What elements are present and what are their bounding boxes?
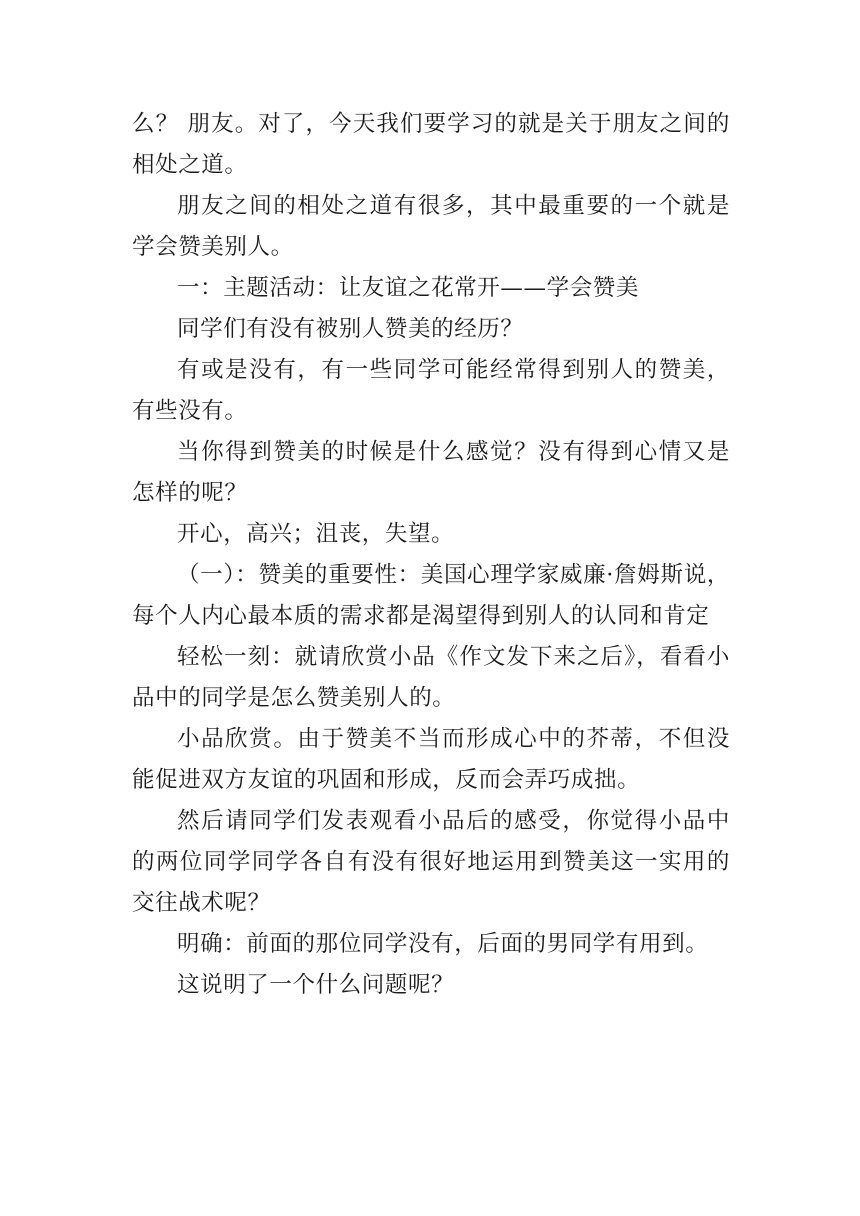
paragraph: 轻松一刻：就请欣赏小品《作文发下来之后》，看看小品中的同学是怎么赞美别人的。 xyxy=(132,644,730,711)
paragraph: 么？ 朋友。对了，今天我们要学习的就是关于朋友之间的相处之道。 xyxy=(132,111,730,178)
paragraph: 同学们有没有被别人赞美的经历？ xyxy=(177,316,524,342)
section-heading: 一：主题活动：让友谊之花常开——学会赞美 xyxy=(177,275,640,301)
subsection-paragraph: （一）：赞美的重要性：美国心理学家威廉·詹姆斯说，每个人内心最本质的需求都是渴望得到别人的认同和肯定 xyxy=(132,562,730,629)
paragraph: 这说明了一个什么问题呢？ xyxy=(177,972,455,998)
paragraph: 开心，高兴；沮丧，失望。 xyxy=(177,521,455,547)
paragraph: 朋友之间的相处之道有很多，其中最重要的一个就是学会赞美别人。 xyxy=(132,193,730,260)
paragraph: 然后请同学们发表观看小品后的感受，你觉得小品中的两位同学同学各自有没有很好地运用到赞美这一实用的交往战术呢？ xyxy=(132,808,730,916)
document-body xyxy=(132,104,730,1006)
paragraph: 明确：前面的那位同学没有，后面的男同学有用到。 xyxy=(177,931,709,957)
paragraph: 当你得到赞美的时候是什么感觉？没有得到心情又是怎样的呢？ xyxy=(132,439,730,506)
paragraph: 小品欣赏。由于赞美不当而形成心中的芥蒂，不但没能促进双方友谊的巩固和形成，反而会弄巧成拙。 xyxy=(132,726,730,793)
paragraph: 有或是没有，有一些同学可能经常得到别人的赞美，有些没有。 xyxy=(132,357,730,424)
